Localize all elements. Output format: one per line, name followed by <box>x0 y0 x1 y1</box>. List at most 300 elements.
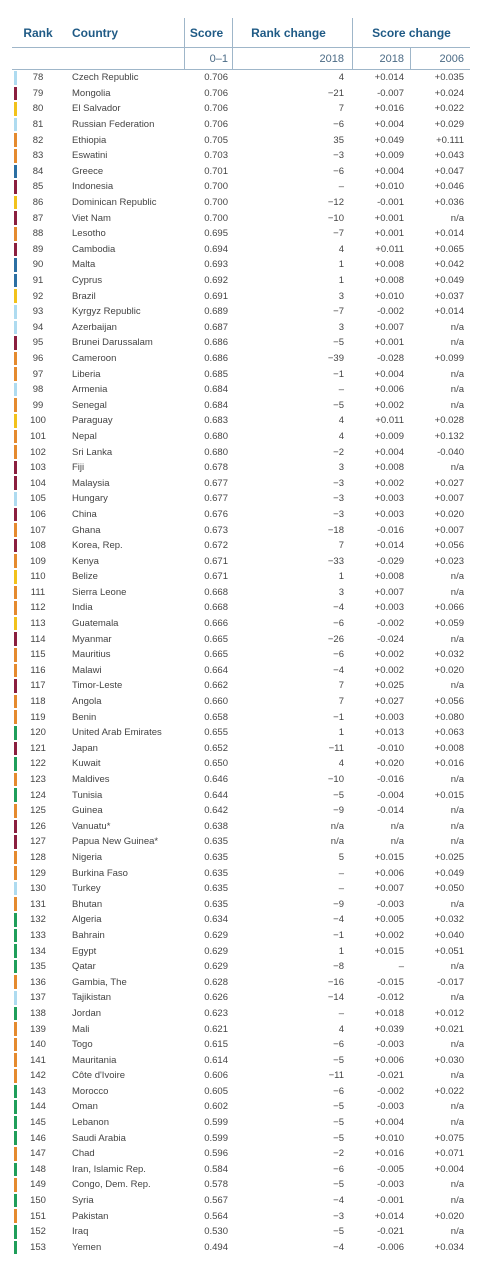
rank-cell: 107 <box>30 524 46 536</box>
region-color-bar <box>14 1131 17 1145</box>
rank-cell: 142 <box>30 1070 46 1082</box>
table-row <box>12 1240 470 1256</box>
score-cell: 0.672 <box>204 540 228 552</box>
score-change-2018-cell: -0.002 <box>377 1085 404 1097</box>
score-change-2006-cell: n/a <box>450 586 464 598</box>
table-row <box>12 819 470 835</box>
rank-cell: 137 <box>30 992 46 1004</box>
region-color-bar <box>14 321 17 335</box>
table-row <box>12 569 470 585</box>
region-color-bar <box>14 289 17 303</box>
score-change-2018-cell: +0.008 <box>374 462 404 474</box>
region-color-bar <box>14 274 17 288</box>
region-color-bar <box>14 1178 17 1192</box>
table-row <box>12 429 470 445</box>
country-cell: Chad <box>72 1148 95 1160</box>
table-row <box>12 444 470 460</box>
score-cell: 0.665 <box>204 649 228 661</box>
score-change-2006-cell: +0.049 <box>434 867 464 879</box>
score-change-2018-cell: +0.004 <box>374 165 404 177</box>
rank-cell: 96 <box>32 352 44 364</box>
region-color-bar <box>14 773 17 787</box>
score-change-2006-cell: +0.046 <box>434 181 464 193</box>
score-cell: 0.689 <box>204 306 228 318</box>
score-cell: 0.691 <box>204 290 228 302</box>
region-color-bar <box>14 726 17 740</box>
region-color-bar <box>14 1225 17 1239</box>
score-cell: 0.683 <box>204 415 228 427</box>
score-change-2018-cell: -0.028 <box>377 352 404 364</box>
country-cell: Cambodia <box>72 243 116 255</box>
country-cell: Mongolia <box>72 87 111 99</box>
region-color-bar <box>14 523 17 537</box>
country-cell: Russian Federation <box>72 119 155 131</box>
table-row <box>12 803 470 819</box>
rank-change-cell: −2 <box>333 1148 344 1160</box>
country-cell: Nepal <box>72 430 97 442</box>
score-change-2006-cell: +0.111 <box>436 134 464 146</box>
rank-change-cell: −21 <box>327 87 344 99</box>
rank-cell: 86 <box>32 197 44 209</box>
country-cell: Yemen <box>72 1241 102 1253</box>
score-change-2006-cell: +0.032 <box>434 649 464 661</box>
rank-change-cell: 5 <box>338 851 344 863</box>
score-cell: 0.644 <box>204 789 228 801</box>
score-change-2006-cell: +0.008 <box>434 742 464 754</box>
score-change-2006-cell: n/a <box>450 820 464 832</box>
score-cell: 0.655 <box>204 727 228 739</box>
rank-cell: 78 <box>32 72 44 84</box>
score-change-2018-cell: +0.003 <box>374 602 404 614</box>
score-cell: 0.668 <box>204 602 228 614</box>
score-change-2018-cell: +0.002 <box>374 929 404 941</box>
score-change-2018-cell: +0.001 <box>374 212 404 224</box>
table-row <box>12 366 470 382</box>
score-change-2018-cell: -0.003 <box>377 1039 404 1051</box>
region-color-bar <box>14 1116 17 1130</box>
rank-cell: 109 <box>30 555 46 567</box>
rank-change-cell: −9 <box>333 805 344 817</box>
region-color-bar <box>14 1209 17 1223</box>
region-color-bar <box>14 71 17 85</box>
score-cell: 0.658 <box>204 711 228 723</box>
table-row <box>12 1162 470 1178</box>
country-cell: Angola <box>72 696 102 708</box>
score-cell: 0.706 <box>204 103 228 115</box>
table-row <box>12 881 470 897</box>
score-cell: 0.685 <box>204 368 228 380</box>
country-cell: Ghana <box>72 524 101 536</box>
rank-cell: 126 <box>30 820 46 832</box>
rank-cell: 134 <box>30 945 46 957</box>
table-row <box>12 616 470 632</box>
table-row <box>12 896 470 912</box>
table-row <box>12 1115 470 1131</box>
country-cell: Syria <box>72 1195 94 1207</box>
score-change-2006-cell: +0.065 <box>434 243 464 255</box>
rank-cell: 119 <box>30 711 46 723</box>
score-cell: 0.606 <box>204 1070 228 1082</box>
table-row <box>12 242 470 258</box>
country-cell: Cameroon <box>72 352 117 364</box>
rank-cell: 135 <box>30 961 46 973</box>
rank-change-cell: −4 <box>333 914 344 926</box>
score-cell: 0.602 <box>204 1101 228 1113</box>
score-cell: 0.665 <box>204 633 228 645</box>
table-row <box>12 1052 470 1068</box>
score-cell: 0.678 <box>204 462 228 474</box>
table-row <box>12 475 470 491</box>
table-row <box>12 507 470 523</box>
region-color-bar <box>14 1194 17 1208</box>
score-cell: 0.578 <box>204 1179 228 1191</box>
score-change-2018-cell: -0.015 <box>377 976 404 988</box>
table-row <box>12 1084 470 1100</box>
country-cell: Tunisia <box>72 789 103 801</box>
score-change-2006-cell: n/a <box>450 1039 464 1051</box>
table-row <box>12 273 470 289</box>
score-cell: 0.635 <box>204 883 228 895</box>
score-cell: 0.706 <box>204 87 228 99</box>
country-cell: Dominican Republic <box>72 197 157 209</box>
score-change-2018-cell: +0.027 <box>374 696 404 708</box>
score-change-2018-cell: -0.012 <box>377 992 404 1004</box>
score-change-2006-cell: +0.066 <box>434 602 464 614</box>
score-cell: 0.635 <box>204 898 228 910</box>
score-cell: 0.614 <box>204 1054 228 1066</box>
score-change-2018-cell: +0.039 <box>374 1023 404 1035</box>
region-color-bar <box>14 336 17 350</box>
rank-change-cell: – <box>338 883 344 895</box>
score-change-2006-cell: n/a <box>450 1226 464 1238</box>
country-cell: Mauritania <box>72 1054 117 1066</box>
score-change-2018-cell: +0.001 <box>374 228 404 240</box>
score-change-2018-cell: +0.002 <box>374 399 404 411</box>
table-body <box>12 70 470 1255</box>
table-row <box>12 257 470 273</box>
country-cell: Japan <box>72 742 98 754</box>
score-change-2006-cell: +0.030 <box>434 1054 464 1066</box>
rank-cell: 116 <box>30 664 46 676</box>
table-row <box>12 304 470 320</box>
score-change-2018-cell: +0.014 <box>374 540 404 552</box>
score-cell: 0.629 <box>204 929 228 941</box>
score-cell: 0.705 <box>204 134 228 146</box>
score-cell: 0.671 <box>204 555 228 567</box>
score-change-2018-label: 2018 <box>352 48 410 70</box>
country-cell: Senegal <box>72 399 107 411</box>
score-change-2018-cell: -0.006 <box>377 1241 404 1253</box>
rank-change-cell: −3 <box>333 1210 344 1222</box>
score-change-2006-cell: -0.017 <box>437 976 464 988</box>
score-change-2018-cell: +0.011 <box>375 243 404 255</box>
rank-change-cell: −1 <box>333 368 344 380</box>
region-color-bar <box>14 118 17 132</box>
region-color-bar <box>14 695 17 709</box>
rank-cell: 123 <box>30 774 46 786</box>
score-change-2018-cell: -0.016 <box>377 524 404 536</box>
rank-cell: 149 <box>30 1179 46 1191</box>
score-change-2006-cell: +0.014 <box>434 306 464 318</box>
rank-cell: 152 <box>30 1226 46 1238</box>
rank-cell: 122 <box>30 758 46 770</box>
region-color-bar <box>14 1100 17 1114</box>
rank-change-cell: 7 <box>338 680 344 692</box>
score-cell: 0.693 <box>204 259 228 271</box>
rank-cell: 136 <box>30 976 46 988</box>
region-color-bar <box>14 149 17 163</box>
region-color-bar <box>14 1007 17 1021</box>
score-change-2006-cell: n/a <box>450 961 464 973</box>
rank-change-cell: 4 <box>338 430 344 442</box>
country-cell: Saudi Arabia <box>72 1132 126 1144</box>
score-range-label: 0–1 <box>184 48 232 70</box>
country-cell: Benin <box>72 711 97 723</box>
score-change-2006-cell: +0.056 <box>434 696 464 708</box>
table-row <box>12 1021 470 1037</box>
table-row <box>12 210 470 226</box>
score-change-2018-cell: -0.004 <box>377 789 404 801</box>
region-color-bar <box>14 508 17 522</box>
score-change-2006-cell: n/a <box>450 836 464 848</box>
score-change-2006-cell: +0.099 <box>434 352 464 364</box>
score-cell: 0.684 <box>204 399 228 411</box>
rank-cell: 104 <box>30 477 46 489</box>
country-cell: Morocco <box>72 1085 109 1097</box>
region-color-bar <box>14 913 17 927</box>
rank-cell: 101 <box>30 430 46 442</box>
country-cell: Qatar <box>72 961 96 973</box>
score-change-2018-cell: -0.024 <box>377 633 404 645</box>
region-color-bar <box>14 975 17 989</box>
table-row <box>12 865 470 881</box>
rank-cell: 133 <box>30 929 46 941</box>
score-change-2018-cell: – <box>398 961 404 973</box>
rank-change-cell: −10 <box>327 774 344 786</box>
rank-change-cell: −12 <box>327 197 344 209</box>
rank-cell: 82 <box>32 134 44 146</box>
table-row <box>12 132 470 148</box>
country-cell: Lesotho <box>72 228 106 240</box>
rank-cell: 141 <box>30 1054 46 1066</box>
region-color-bar <box>14 1241 17 1255</box>
score-change-2006-cell: +0.020 <box>434 1210 464 1222</box>
score-cell: 0.664 <box>204 664 228 676</box>
score-cell: 0.635 <box>204 851 228 863</box>
rank-change-cell: −14 <box>327 992 344 1004</box>
rank-change-cell: −5 <box>333 337 344 349</box>
rank-change-cell: n/a <box>330 820 344 832</box>
table-row <box>12 1177 470 1193</box>
region-color-bar <box>14 1053 17 1067</box>
rank-cell: 127 <box>30 836 46 848</box>
table-row <box>12 538 470 554</box>
score-cell: 0.671 <box>204 571 228 583</box>
table-row <box>12 1208 470 1224</box>
table-row <box>12 70 470 86</box>
country-cell: Brazil <box>72 290 96 302</box>
rank-change-cell: −6 <box>333 618 344 630</box>
country-cell: Lebanon <box>72 1117 109 1129</box>
rank-cell: 97 <box>32 368 44 380</box>
region-color-bar <box>14 461 17 475</box>
region-color-bar <box>14 133 17 147</box>
rank-change-cell: −11 <box>328 742 344 754</box>
rank-cell: 144 <box>30 1101 46 1113</box>
country-cell: United Arab Emirates <box>72 727 162 739</box>
table-row <box>12 725 470 741</box>
rank-change-cell: 4 <box>338 1023 344 1035</box>
rank-cell: 151 <box>30 1210 46 1222</box>
table-row <box>12 226 470 242</box>
rank-change-cell: −5 <box>333 1117 344 1129</box>
country-cell: Eswatini <box>72 150 108 162</box>
rank-change-cell: 4 <box>338 72 344 84</box>
score-cell: 0.686 <box>204 337 228 349</box>
table-row <box>12 1130 470 1146</box>
score-change-2018-cell: -0.007 <box>377 87 404 99</box>
score-change-2018-cell: -0.021 <box>377 1226 404 1238</box>
table-row <box>12 1068 470 1084</box>
country-cell: India <box>72 602 93 614</box>
region-color-bar <box>14 305 17 319</box>
rank-cell: 85 <box>32 181 44 193</box>
table-row <box>12 397 470 413</box>
table-row <box>12 709 470 725</box>
table-row <box>12 600 470 616</box>
rank-change-cell: −5 <box>333 1101 344 1113</box>
table-row <box>12 974 470 990</box>
rank-cell: 100 <box>30 415 46 427</box>
rank-change-cell: −1 <box>333 711 344 723</box>
score-change-2006-cell: +0.037 <box>434 290 464 302</box>
rank-cell: 108 <box>30 540 46 552</box>
country-cell: Oman <box>72 1101 98 1113</box>
rank-cell: 138 <box>30 1007 46 1019</box>
rank-cell: 102 <box>30 446 46 458</box>
rank-change-cell: −4 <box>333 1241 344 1253</box>
country-cell: Timor-Leste <box>72 680 123 692</box>
country-cell: Burkina Faso <box>72 867 128 879</box>
score-change-2006-cell: +0.049 <box>434 275 464 287</box>
rank-cell: 94 <box>32 321 44 333</box>
region-color-bar <box>14 414 17 428</box>
score-cell: 0.638 <box>204 820 228 832</box>
score-change-2006-cell: +0.020 <box>434 508 464 520</box>
rank-cell: 143 <box>30 1085 46 1097</box>
score-change-2018-cell: +0.002 <box>374 649 404 661</box>
country-cell: Turkey <box>72 883 101 895</box>
country-cell: Algeria <box>72 914 102 926</box>
rank-change-cell: −39 <box>327 352 344 364</box>
rank-change-cell: −16 <box>327 976 344 988</box>
score-change-2018-cell: +0.004 <box>374 1117 404 1129</box>
table-row <box>12 320 470 336</box>
table-row <box>12 179 470 195</box>
score-change-2006-cell: +0.043 <box>434 150 464 162</box>
table-row <box>12 850 470 866</box>
score-change-2018-cell: +0.010 <box>374 290 404 302</box>
region-color-bar <box>14 617 17 631</box>
score-change-2006-cell: n/a <box>450 368 464 380</box>
score-change-2006-cell: n/a <box>450 680 464 692</box>
table-row <box>12 86 470 102</box>
table-row <box>12 631 470 647</box>
rank-cell: 103 <box>30 462 46 474</box>
rank-change-cell: 3 <box>338 321 344 333</box>
table-row <box>12 585 470 601</box>
table-row <box>12 787 470 803</box>
score-cell: 0.629 <box>204 945 228 957</box>
table-row <box>12 756 470 772</box>
rank-change-cell: −4 <box>333 602 344 614</box>
score-change-2018-cell: +0.011 <box>375 415 404 427</box>
score-cell: 0.629 <box>204 961 228 973</box>
score-change-2018-cell: -0.005 <box>377 1163 404 1175</box>
rank-cell: 92 <box>32 290 44 302</box>
rank-cell: 124 <box>30 789 46 801</box>
score-change-2006-cell: +0.032 <box>434 914 464 926</box>
rank-cell: 131 <box>30 898 46 910</box>
region-color-bar <box>14 991 17 1005</box>
score-change-2006-cell: n/a <box>450 462 464 474</box>
score-cell: 0.700 <box>204 197 228 209</box>
score-cell: 0.694 <box>204 243 228 255</box>
score-change-2006-cell: +0.080 <box>434 711 464 723</box>
country-cell: Ethiopia <box>72 134 107 146</box>
rank-cell: 139 <box>30 1023 46 1035</box>
rank-cell: 93 <box>32 306 44 318</box>
rank-cell: 83 <box>32 150 44 162</box>
score-cell: 0.530 <box>204 1226 228 1238</box>
score-change-header: Score change <box>352 18 470 48</box>
rank-change-header: Rank change <box>232 18 352 48</box>
score-change-2018-cell: +0.007 <box>374 586 404 598</box>
score-cell: 0.680 <box>204 446 228 458</box>
score-change-2006-cell: n/a <box>450 898 464 910</box>
score-cell: 0.662 <box>204 680 228 692</box>
score-change-2018-cell: +0.008 <box>374 259 404 271</box>
country-cell: Kenya <box>72 555 99 567</box>
score-change-2006-cell: n/a <box>450 571 464 583</box>
rank-change-cell: −4 <box>333 1195 344 1207</box>
rank-cell: 148 <box>30 1163 46 1175</box>
rank-cell: 121 <box>30 742 46 754</box>
table-row <box>12 460 470 476</box>
score-change-2018-cell: +0.013 <box>374 727 404 739</box>
country-cell: Korea, Rep. <box>72 540 123 552</box>
score-change-2018-cell: +0.006 <box>374 867 404 879</box>
region-color-bar <box>14 851 17 865</box>
score-change-2006-cell: +0.075 <box>434 1132 464 1144</box>
region-color-bar <box>14 1022 17 1036</box>
score-change-2018-cell: +0.004 <box>374 446 404 458</box>
score-change-2006-cell: n/a <box>450 337 464 349</box>
score-cell: 0.650 <box>204 758 228 770</box>
country-cell: Czech Republic <box>72 72 139 84</box>
rank-cell: 120 <box>30 727 46 739</box>
rank-change-cell: −10 <box>327 212 344 224</box>
table-row <box>12 1099 470 1115</box>
rank-change-cell: −8 <box>333 961 344 973</box>
region-color-bar <box>14 742 17 756</box>
score-cell: 0.652 <box>204 742 228 754</box>
region-color-bar <box>14 1069 17 1083</box>
country-cell: Fiji <box>72 462 85 474</box>
rank-cell: 89 <box>32 243 44 255</box>
rank-cell: 87 <box>32 212 44 224</box>
score-change-2018-cell: +0.001 <box>374 337 404 349</box>
